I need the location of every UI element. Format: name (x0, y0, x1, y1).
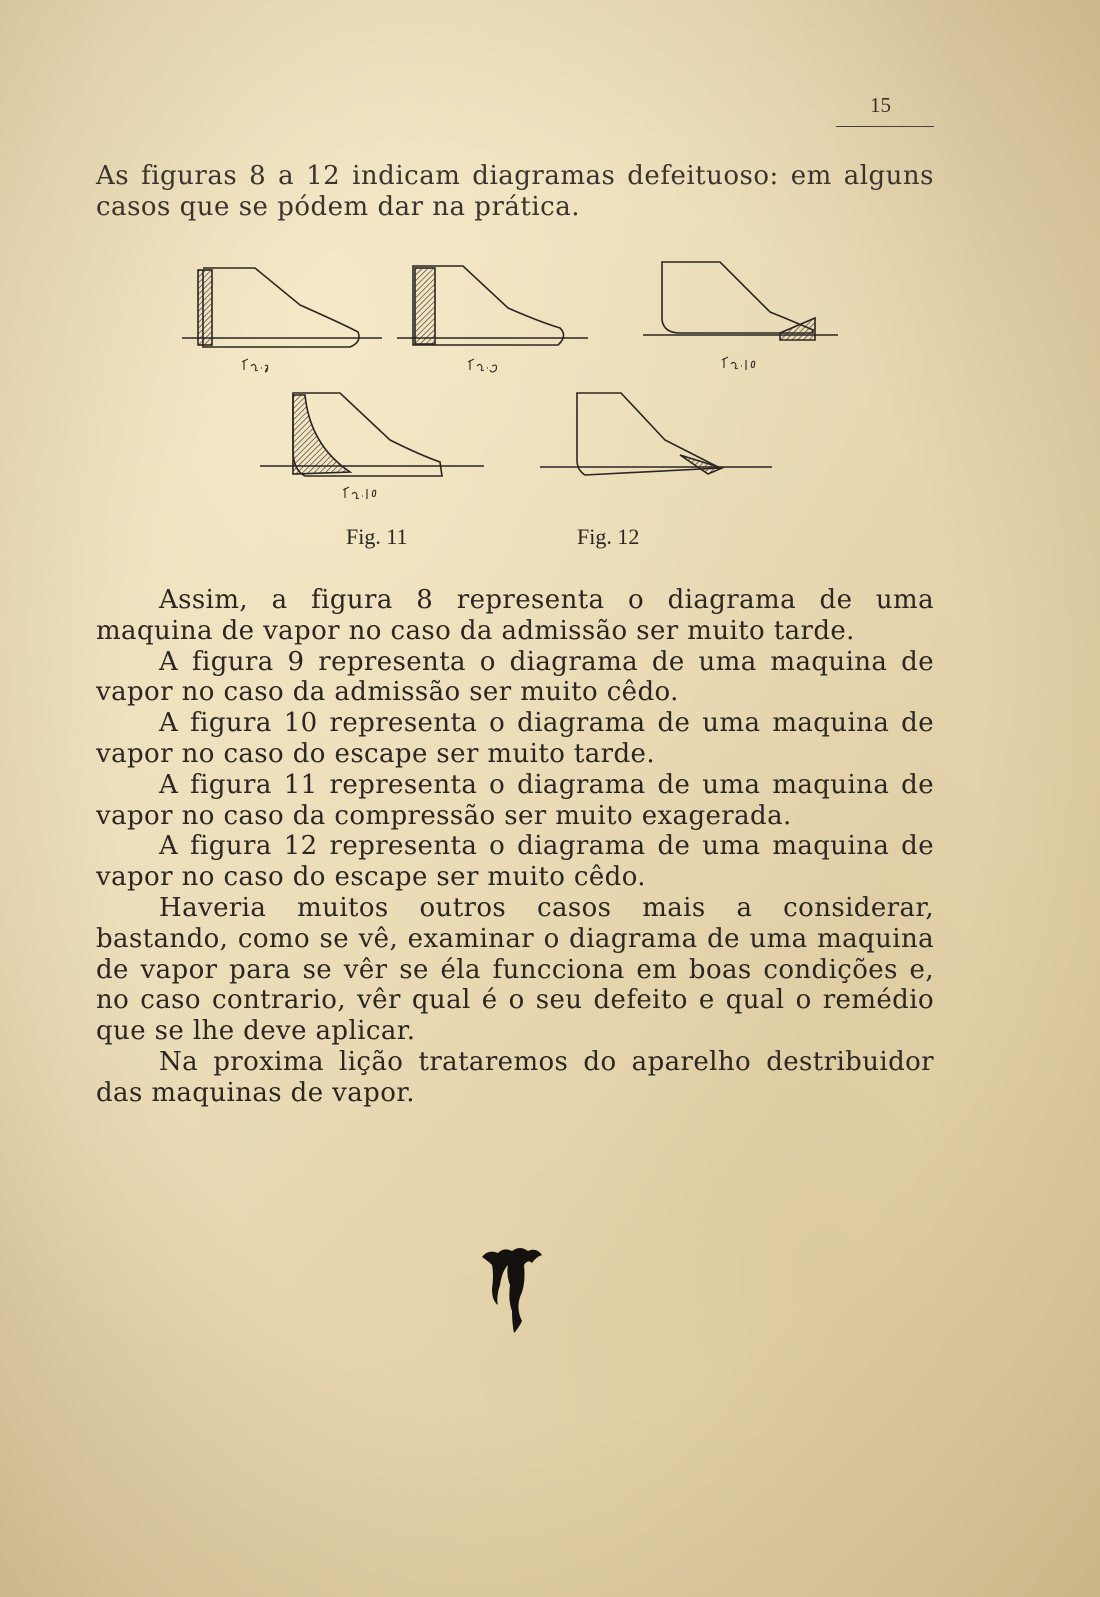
paragraph-fig-9: A figura 9 representa o diagrama de uma maquina de vapor no caso da admissão ser muito cêdo. (96, 646, 934, 708)
paragraph-conclusion: Haveria muitos outros casos mais a considerar, bastando, como se vê, examinar o diagrama de uma maquina de vapor para se vêr se éla funcciona em boas condições e, no caso contrario, vêr qual é o seu defeito e qual o remédio que se lhe deve aplicar. (96, 892, 934, 1047)
diagram-fig-8 (182, 268, 382, 347)
paragraph-fig-8: Assim, a figura 8 representa o diagrama de uma maquina de vapor no caso da admissão ser muito tarde. (96, 585, 934, 646)
body-text (96, 585, 934, 1109)
paragraph-fig-10: A figura 10 representa o diagrama de uma maquina de vapor no caso do escape ser muito tarde. (96, 708, 934, 769)
paragraph-next-lesson: Na proxima lição trataremos do aparelho destribuidor das maquinas de vapor. (96, 1046, 934, 1108)
diagram-fig-12 (540, 393, 772, 475)
fig-11-caption: Fig. 11 (346, 524, 408, 549)
indicator-diagrams-figure (0, 0, 1100, 560)
diagram-fig-11 (260, 393, 484, 476)
diagram-fig-9 (397, 266, 588, 345)
end-ornament-icon (478, 1245, 548, 1335)
intro-paragraph: As figuras 8 a 12 indicam diagramas defeituoso: em alguns casos que se pódem dar na prática. (96, 161, 934, 222)
page-number: 15 (870, 93, 891, 117)
diagram-fig-10 (643, 262, 838, 340)
fig-12-caption: Fig. 12 (577, 524, 640, 549)
paragraph-fig-11: A figura 11 representa o diagrama de uma maquina de vapor no caso da compressão ser muito exagerada. (96, 769, 934, 831)
handwritten-fig-labels (242, 357, 755, 499)
paragraph-fig-12: A figura 12 representa o diagrama de uma maquina de vapor no caso do escape ser muito cêdo. (96, 831, 934, 893)
